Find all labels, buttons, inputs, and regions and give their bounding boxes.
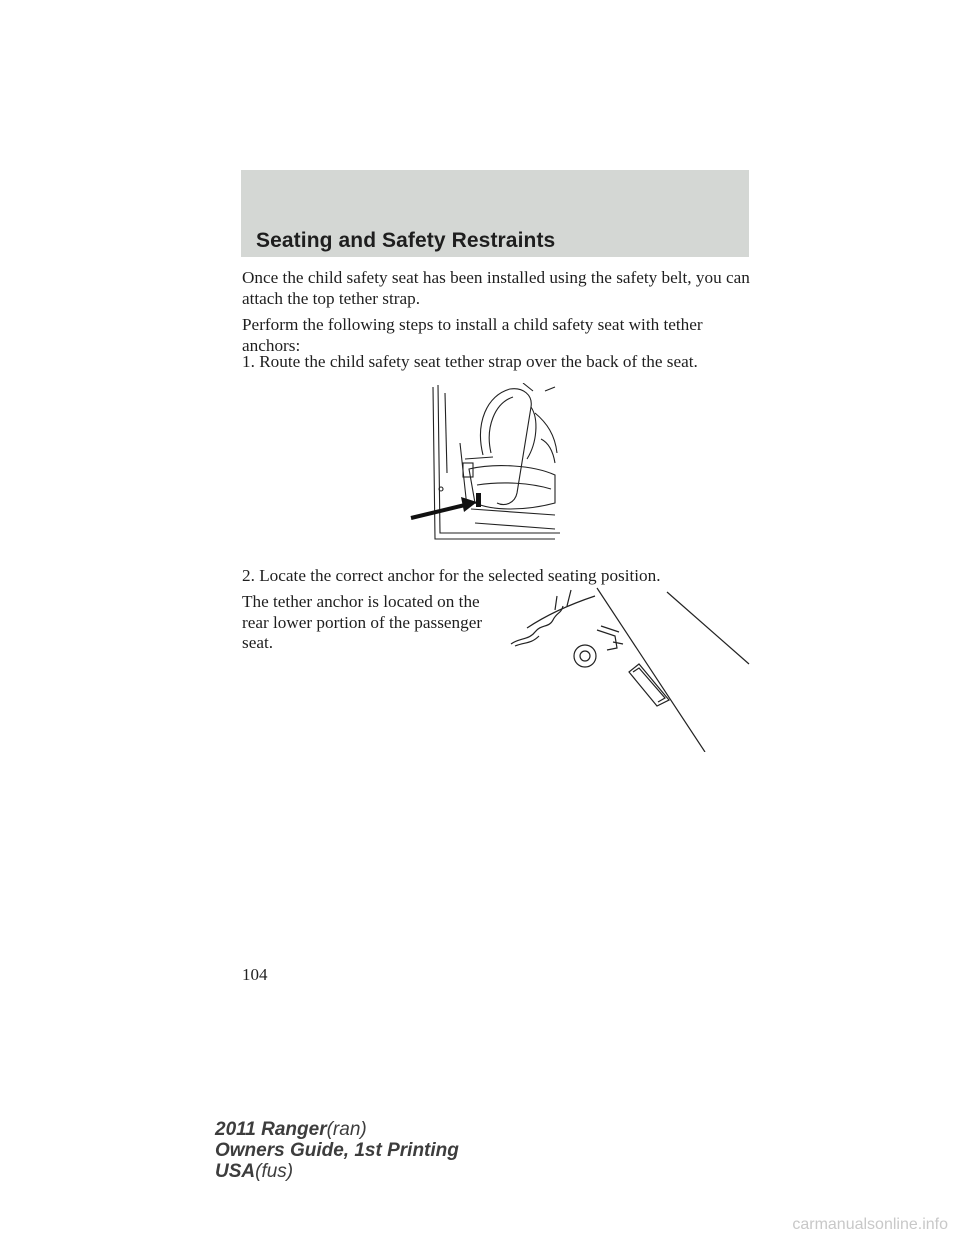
anchor-location-text: The tether anchor is located on the rear lower portion of the passenger seat.	[242, 592, 483, 652]
watermark: carmanualsonline.info	[792, 1216, 948, 1233]
tether-anchor-location-illustration	[505, 586, 750, 752]
step-1-text: 1. Route the child safety seat tether strap over the back of the seat.	[242, 352, 698, 371]
footer-market-code: (fus)	[255, 1161, 294, 1182]
page-number: 104	[242, 965, 268, 984]
footer-print-info	[215, 1119, 459, 1182]
footer-model-code: (ran)	[326, 1119, 367, 1140]
paragraph-steps-intro: Perform the following steps to install a child safety seat with tether anchors:	[242, 315, 703, 355]
section-title: Seating and Safety Restraints	[256, 229, 556, 252]
footer-printing: Owners Guide, 1st Printing	[215, 1140, 459, 1161]
footer-model: 2011 Ranger	[215, 1119, 327, 1140]
step-2-text: 2. Locate the correct anchor for the selected seating position.	[242, 566, 661, 585]
seat-tether-route-illustration	[405, 383, 561, 553]
paragraph-intro: Once the child safety seat has been installed using the safety belt, you can attach the top tether strap.	[242, 268, 750, 308]
footer-market: USA	[215, 1161, 256, 1182]
